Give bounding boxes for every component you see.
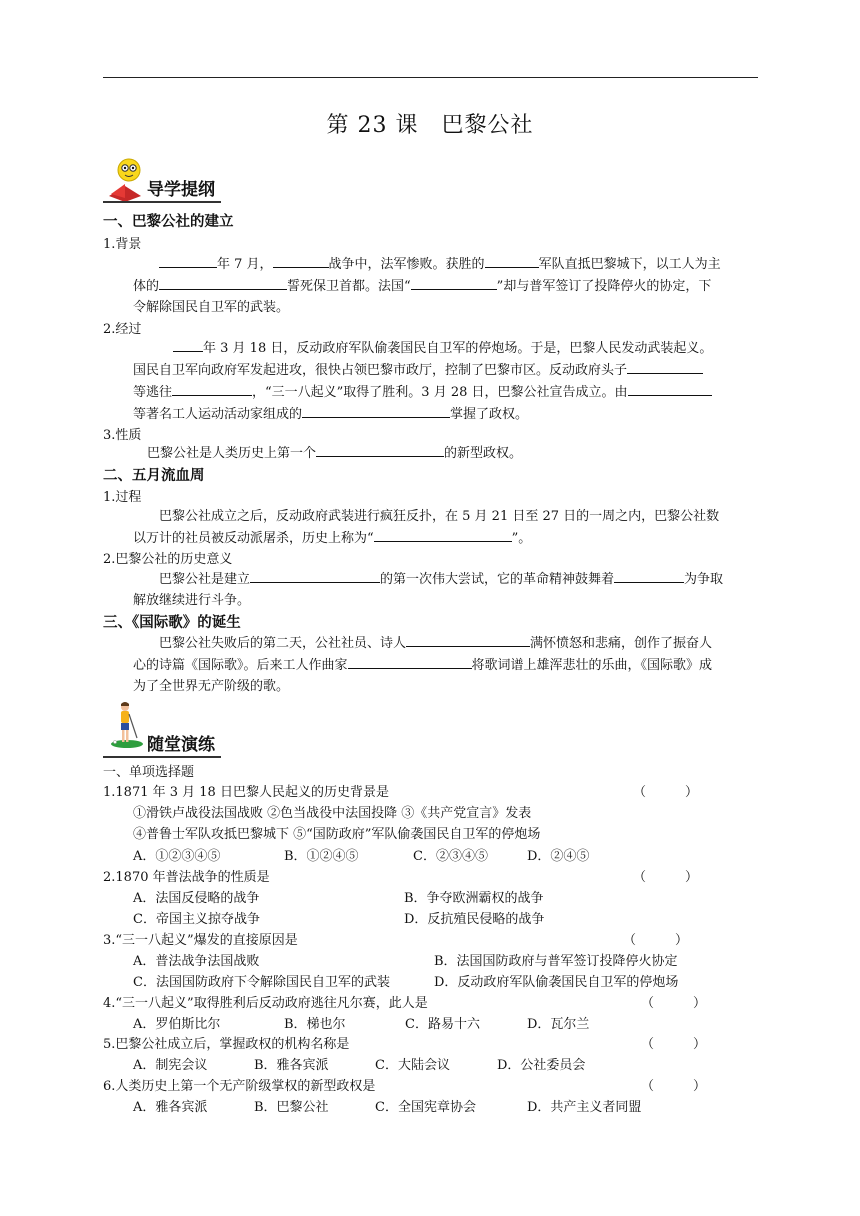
answer-paren[interactable]: （ ）	[633, 870, 699, 885]
q5-option-d[interactable]: D．公社委员会	[497, 1058, 586, 1073]
blank[interactable]	[411, 275, 497, 290]
q2-option-c[interactable]: C．帝国主义掠夺战争	[133, 912, 260, 927]
significance-paragraph: 巴黎公社是建立 的第一次伟大尝试，它的革命精神鼓舞着 为争取 解放继续进行斗争。	[133, 568, 760, 611]
nature-paragraph: 巴黎公社是人类历史上第一个 的新型政权。	[147, 442, 774, 464]
question-text: 2.1870 年普法战争的性质是	[103, 870, 270, 885]
q3-option-a[interactable]: A．普法战争法国战败	[133, 954, 260, 969]
q2-option-d[interactable]: D．反抗殖民侵略的战争	[404, 912, 545, 927]
answer-paren[interactable]: （ ）	[641, 1079, 707, 1094]
background-paragraph: 年 7 月， 战争中，法军惨败。获胜的 军队直抵巴黎城下，以工人为主 体的 誓死保卫首都。法国“ ”却与普军签订了投降停火的协定，下 令解除国民自卫军的武装。	[133, 253, 760, 318]
blank[interactable]	[159, 275, 287, 290]
blank[interactable]	[627, 359, 703, 374]
q1-option-d[interactable]: D．②④⑤	[527, 849, 590, 864]
q2-option-a[interactable]: A．法国反侵略的战争	[133, 891, 260, 906]
q3-option-d[interactable]: D．反动政府军队偷袭国民自卫军的停炮场	[434, 975, 679, 990]
section-guide-title: 导学提纲	[147, 180, 215, 200]
significance-label: 2.巴黎公社的历史意义	[103, 552, 233, 567]
section-practice-underline	[103, 756, 221, 758]
q3-option-c[interactable]: C．法国国防政府下令解除国民自卫军的武装	[133, 975, 390, 990]
question-type-heading: 一、单项选择题	[103, 765, 195, 780]
q5-option-b[interactable]: B．雅各宾派	[254, 1058, 329, 1073]
blank[interactable]	[485, 253, 539, 268]
blank[interactable]	[173, 337, 203, 352]
q5-option-a[interactable]: A．制宪会议	[133, 1058, 208, 1073]
q5-option-c[interactable]: C．大陆会议	[375, 1058, 450, 1073]
section-practice-title: 随堂演练	[147, 735, 215, 755]
blank[interactable]	[273, 253, 329, 268]
question-6	[103, 1075, 723, 1094]
question-text: 4.“三一八起义”取得胜利后反动政府逃往凡尔赛，此人是	[103, 996, 428, 1011]
golfer-icon	[107, 697, 143, 749]
question-text: 5.巴黎公社成立后，掌握政权的机构名称是	[103, 1037, 350, 1052]
process-label: 1.过程	[103, 490, 142, 505]
question-text: 1.1871 年 3 月 18 日巴黎人民起义的历史背景是	[103, 785, 389, 800]
q6-option-a[interactable]: A．雅各宾派	[133, 1100, 208, 1115]
part3-heading: 三、《国际歌》的诞生	[103, 615, 241, 631]
blank[interactable]	[406, 632, 530, 647]
question-1	[103, 781, 723, 800]
q4-option-d[interactable]: D．瓦尔兰	[527, 1017, 590, 1032]
course-label: 2.经过	[103, 322, 142, 337]
q1-option-a[interactable]: A．①②③④⑤	[133, 849, 221, 864]
lesson-title: 第 23 课 巴黎公社	[326, 113, 534, 138]
section-practice-header	[103, 727, 303, 761]
question-text: 3.“三一八起义”爆发的直接原因是	[103, 933, 298, 948]
q3-option-b[interactable]: B．法国国防政府与普军签订投降停火协定	[434, 954, 678, 969]
q6-option-c[interactable]: C．全国宪章协会	[375, 1100, 476, 1115]
background-label: 1.背景	[103, 237, 142, 252]
part1-heading: 一、巴黎公社的建立	[103, 214, 234, 230]
blank[interactable]	[172, 381, 252, 396]
q4-option-a[interactable]: A．罗伯斯比尔	[133, 1017, 221, 1032]
answer-paren[interactable]: （ ）	[641, 1037, 707, 1052]
q4-option-b[interactable]: B．梯也尔	[284, 1017, 346, 1032]
blank[interactable]	[250, 568, 380, 583]
blank[interactable]	[159, 253, 217, 268]
q6-option-d[interactable]: D．共产主义者同盟	[527, 1100, 642, 1115]
course-paragraph: 年 3 月 18 日，反动政府军队偷袭国民自卫军的停炮场。于是，巴黎人民发动武装起义。 国民自卫军向政府军发起进攻，很快占领巴黎市政厅，控制了巴黎市区。反动政府头子 等逃往 ，“三一八起义”取得了胜利。3 月 28 日，巴黎公社宣告成立。由 等著名工人运动活动家组成的 掌握了政权。	[133, 337, 760, 425]
section-guide-header	[103, 172, 303, 206]
question-text: 6.人类历史上第一个无产阶级掌权的新型政权是	[103, 1079, 376, 1094]
q1-option-b[interactable]: B．①②④⑤	[284, 849, 359, 864]
section-guide-underline	[103, 201, 221, 203]
blank[interactable]	[374, 527, 512, 542]
q6-option-b[interactable]: B．巴黎公社	[254, 1100, 329, 1115]
blank[interactable]	[302, 403, 450, 418]
nature-label: 3.性质	[103, 428, 142, 443]
q4-option-c[interactable]: C．路易十六	[405, 1017, 480, 1032]
q1-option-c[interactable]: C．②③④⑤	[413, 849, 488, 864]
question-4	[103, 992, 723, 1011]
part2-heading: 二、五月流血周	[103, 468, 205, 484]
header-rule	[103, 77, 758, 78]
answer-paren[interactable]: （ ）	[641, 996, 707, 1011]
reading-student-icon	[107, 156, 143, 202]
question-5	[103, 1033, 723, 1052]
q2-option-b[interactable]: B．争夺欧洲霸权的战争	[404, 891, 544, 906]
answer-paren[interactable]: （ ）	[633, 785, 699, 800]
q1-statements-line1: ①滑铁卢战役法国战败 ②色当战役中法国投降 ③《共产党宣言》发表	[133, 806, 532, 821]
q1-statements-line2: ④普鲁士军队攻抵巴黎城下 ⑤“国防政府”军队偷袭国民自卫军的停炮场	[133, 827, 541, 842]
blank[interactable]	[348, 654, 472, 669]
process-paragraph: 巴黎公社成立之后，反动政府武装进行疯狂反扑，在 5 月 21 日至 27 日的一周之内，巴黎公社数 以万计的社员被反动派屠杀，历史上称为“ ”。	[133, 509, 720, 546]
blank[interactable]	[316, 442, 444, 457]
question-3	[103, 929, 723, 948]
blank[interactable]	[628, 381, 712, 396]
blank[interactable]	[614, 568, 684, 583]
question-2	[103, 866, 723, 885]
anthem-paragraph: 巴黎公社失败后的第二天，公社社员、诗人 满怀愤怒和悲痛，创作了振奋人 心的诗篇《国际歌》。后来工人作曲家 将歌词谱上雄浑悲壮的乐曲，《国际歌》成 为了全世界无产阶级的歌。	[133, 632, 760, 697]
answer-paren[interactable]: （ ）	[623, 933, 689, 948]
